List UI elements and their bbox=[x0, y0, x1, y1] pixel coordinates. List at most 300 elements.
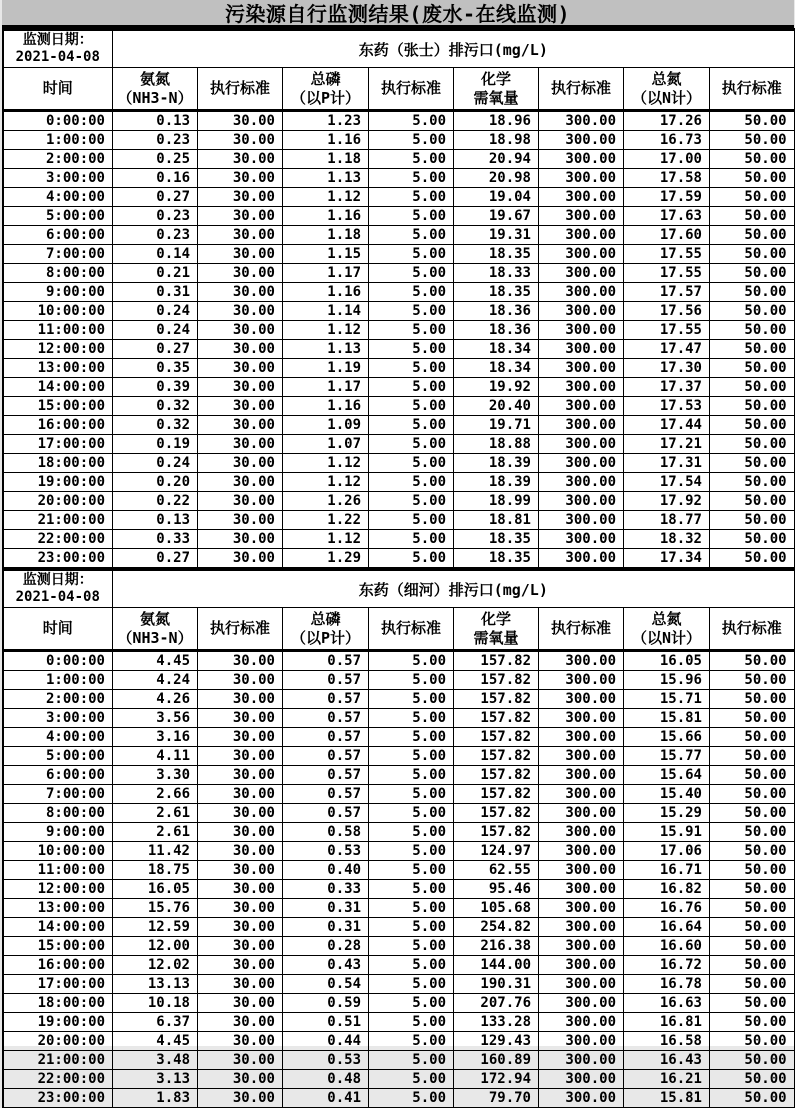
value-cell: 157.82 bbox=[454, 651, 539, 671]
value-cell: 30.00 bbox=[198, 302, 283, 321]
value-cell: 5.00 bbox=[369, 207, 454, 226]
value-cell: 17.06 bbox=[624, 842, 710, 861]
table-row bbox=[3, 651, 795, 671]
value-cell: 16.78 bbox=[624, 975, 710, 994]
value-cell: 30.00 bbox=[198, 340, 283, 359]
value-cell: 30.00 bbox=[198, 188, 283, 207]
value-cell: 50.00 bbox=[710, 226, 795, 245]
value-cell: 50.00 bbox=[710, 549, 795, 568]
value-cell: 0.57 bbox=[283, 804, 369, 823]
time-cell: 23:00:00 bbox=[3, 549, 113, 568]
value-cell: 20.98 bbox=[454, 169, 539, 188]
time-cell: 18:00:00 bbox=[3, 454, 113, 473]
table-row bbox=[3, 728, 795, 747]
value-cell: 0.40 bbox=[283, 861, 369, 880]
value-cell: 18.99 bbox=[454, 492, 539, 511]
time-cell: 16:00:00 bbox=[3, 956, 113, 975]
value-cell: 0.57 bbox=[283, 747, 369, 766]
table-row bbox=[3, 899, 795, 918]
table-row bbox=[3, 302, 795, 321]
table-row bbox=[3, 473, 795, 492]
value-cell: 157.82 bbox=[454, 671, 539, 690]
table-row bbox=[3, 530, 795, 549]
value-cell: 5.00 bbox=[369, 1089, 454, 1108]
time-cell: 3:00:00 bbox=[3, 709, 113, 728]
value-cell: 30.00 bbox=[198, 264, 283, 283]
value-cell: 300.00 bbox=[539, 245, 624, 264]
value-cell: 16.05 bbox=[624, 651, 710, 671]
column-header-row bbox=[3, 68, 795, 111]
value-cell: 5.00 bbox=[369, 454, 454, 473]
value-cell: 300.00 bbox=[539, 264, 624, 283]
value-cell: 30.00 bbox=[198, 454, 283, 473]
value-cell: 0.41 bbox=[283, 1089, 369, 1108]
value-cell: 18.32 bbox=[624, 530, 710, 549]
column-header-cell: 执行标准 bbox=[710, 608, 795, 651]
value-cell: 0.32 bbox=[113, 416, 198, 435]
value-cell: 157.82 bbox=[454, 804, 539, 823]
time-cell: 15:00:00 bbox=[3, 937, 113, 956]
time-cell: 1:00:00 bbox=[3, 131, 113, 150]
value-cell: 30.00 bbox=[198, 785, 283, 804]
time-cell: 14:00:00 bbox=[3, 918, 113, 937]
table-row bbox=[3, 1032, 795, 1051]
value-cell: 0.57 bbox=[283, 671, 369, 690]
value-cell: 17.26 bbox=[624, 111, 710, 131]
value-cell: 30.00 bbox=[198, 511, 283, 530]
value-cell: 300.00 bbox=[539, 302, 624, 321]
value-cell: 300.00 bbox=[539, 283, 624, 302]
table-row bbox=[3, 690, 795, 709]
value-cell: 18.33 bbox=[454, 264, 539, 283]
value-cell: 1.19 bbox=[283, 359, 369, 378]
value-cell: 133.28 bbox=[454, 1013, 539, 1032]
value-cell: 50.00 bbox=[710, 283, 795, 302]
value-cell: 50.00 bbox=[710, 899, 795, 918]
value-cell: 30.00 bbox=[198, 321, 283, 340]
time-cell: 21:00:00 bbox=[3, 511, 113, 530]
value-cell: 0.24 bbox=[113, 302, 198, 321]
value-cell: 16.81 bbox=[624, 1013, 710, 1032]
value-cell: 0.48 bbox=[283, 1070, 369, 1089]
monitoring-table-zhangshi bbox=[2, 28, 795, 568]
value-cell: 50.00 bbox=[710, 1070, 795, 1089]
value-cell: 30.00 bbox=[198, 245, 283, 264]
value-cell: 15.91 bbox=[624, 823, 710, 842]
value-cell: 16.82 bbox=[624, 880, 710, 899]
time-cell: 10:00:00 bbox=[3, 842, 113, 861]
value-cell: 16.43 bbox=[624, 1051, 710, 1070]
value-cell: 300.00 bbox=[539, 188, 624, 207]
value-cell: 50.00 bbox=[710, 1013, 795, 1032]
value-cell: 300.00 bbox=[539, 899, 624, 918]
value-cell: 17.30 bbox=[624, 359, 710, 378]
value-cell: 5.00 bbox=[369, 397, 454, 416]
value-cell: 300.00 bbox=[539, 709, 624, 728]
time-cell: 20:00:00 bbox=[3, 1032, 113, 1051]
value-cell: 300.00 bbox=[539, 975, 624, 994]
value-cell: 50.00 bbox=[710, 359, 795, 378]
value-cell: 5.00 bbox=[369, 651, 454, 671]
value-cell: 5.00 bbox=[369, 899, 454, 918]
value-cell: 157.82 bbox=[454, 747, 539, 766]
value-cell: 16.72 bbox=[624, 956, 710, 975]
value-cell: 1.22 bbox=[283, 511, 369, 530]
table-row bbox=[3, 671, 795, 690]
value-cell: 300.00 bbox=[539, 207, 624, 226]
table-row bbox=[3, 245, 795, 264]
table-row bbox=[3, 785, 795, 804]
value-cell: 0.53 bbox=[283, 1051, 369, 1070]
value-cell: 50.00 bbox=[710, 823, 795, 842]
value-cell: 30.00 bbox=[198, 994, 283, 1013]
value-cell: 5.00 bbox=[369, 549, 454, 568]
table-row bbox=[3, 264, 795, 283]
value-cell: 50.00 bbox=[710, 918, 795, 937]
value-cell: 0.13 bbox=[113, 111, 198, 131]
table-row bbox=[3, 804, 795, 823]
value-cell: 18.39 bbox=[454, 473, 539, 492]
value-cell: 300.00 bbox=[539, 321, 624, 340]
value-cell: 16.76 bbox=[624, 899, 710, 918]
time-cell: 20:00:00 bbox=[3, 492, 113, 511]
value-cell: 50.00 bbox=[710, 804, 795, 823]
table-row bbox=[3, 111, 795, 131]
value-cell: 15.71 bbox=[624, 690, 710, 709]
column-header-cell: 总磷 （以P计） bbox=[283, 608, 369, 651]
value-cell: 144.00 bbox=[454, 956, 539, 975]
value-cell: 0.14 bbox=[113, 245, 198, 264]
value-cell: 30.00 bbox=[198, 709, 283, 728]
monitor-date-label: 监测日期： bbox=[4, 32, 113, 49]
value-cell: 5.00 bbox=[369, 690, 454, 709]
table-row bbox=[3, 283, 795, 302]
value-cell: 5.00 bbox=[369, 994, 454, 1013]
value-cell: 1.12 bbox=[283, 473, 369, 492]
table-row bbox=[3, 956, 795, 975]
table-row bbox=[3, 549, 795, 568]
value-cell: 5.00 bbox=[369, 804, 454, 823]
value-cell: 12.02 bbox=[113, 956, 198, 975]
value-cell: 1.26 bbox=[283, 492, 369, 511]
value-cell: 20.40 bbox=[454, 397, 539, 416]
column-header-cell: 执行标准 bbox=[198, 608, 283, 651]
value-cell: 0.33 bbox=[113, 530, 198, 549]
value-cell: 124.97 bbox=[454, 842, 539, 861]
value-cell: 16.73 bbox=[624, 131, 710, 150]
table-body bbox=[3, 570, 795, 1108]
value-cell: 5.00 bbox=[369, 671, 454, 690]
value-cell: 18.75 bbox=[113, 861, 198, 880]
value-cell: 1.23 bbox=[283, 111, 369, 131]
time-cell: 2:00:00 bbox=[3, 690, 113, 709]
value-cell: 5.00 bbox=[369, 709, 454, 728]
value-cell: 5.00 bbox=[369, 1051, 454, 1070]
value-cell: 17.63 bbox=[624, 207, 710, 226]
value-cell: 17.55 bbox=[624, 264, 710, 283]
value-cell: 5.00 bbox=[369, 766, 454, 785]
value-cell: 5.00 bbox=[369, 245, 454, 264]
time-cell: 0:00:00 bbox=[3, 111, 113, 131]
value-cell: 17.34 bbox=[624, 549, 710, 568]
value-cell: 300.00 bbox=[539, 1032, 624, 1051]
value-cell: 1.18 bbox=[283, 226, 369, 245]
time-cell: 10:00:00 bbox=[3, 302, 113, 321]
value-cell: 30.00 bbox=[198, 397, 283, 416]
date-station-row bbox=[3, 30, 795, 68]
value-cell: 300.00 bbox=[539, 651, 624, 671]
value-cell: 1.16 bbox=[283, 207, 369, 226]
value-cell: 1.17 bbox=[283, 378, 369, 397]
value-cell: 16.71 bbox=[624, 861, 710, 880]
value-cell: 30.00 bbox=[198, 111, 283, 131]
value-cell: 300.00 bbox=[539, 111, 624, 131]
value-cell: 0.54 bbox=[283, 975, 369, 994]
value-cell: 17.53 bbox=[624, 397, 710, 416]
value-cell: 300.00 bbox=[539, 842, 624, 861]
value-cell: 50.00 bbox=[710, 378, 795, 397]
value-cell: 5.00 bbox=[369, 880, 454, 899]
value-cell: 300.00 bbox=[539, 454, 624, 473]
value-cell: 300.00 bbox=[539, 511, 624, 530]
value-cell: 20.94 bbox=[454, 150, 539, 169]
table-row bbox=[3, 747, 795, 766]
time-cell: 12:00:00 bbox=[3, 880, 113, 899]
value-cell: 50.00 bbox=[710, 264, 795, 283]
page-title: 污染源自行监测结果(废水-在线监测) bbox=[225, 0, 570, 27]
value-cell: 50.00 bbox=[710, 530, 795, 549]
value-cell: 4.45 bbox=[113, 651, 198, 671]
time-cell: 22:00:00 bbox=[3, 1070, 113, 1089]
value-cell: 254.82 bbox=[454, 918, 539, 937]
time-cell: 23:00:00 bbox=[3, 1089, 113, 1108]
value-cell: 15.66 bbox=[624, 728, 710, 747]
table-row bbox=[3, 994, 795, 1013]
value-cell: 5.00 bbox=[369, 264, 454, 283]
value-cell: 16.60 bbox=[624, 937, 710, 956]
value-cell: 300.00 bbox=[539, 823, 624, 842]
value-cell: 0.58 bbox=[283, 823, 369, 842]
table-row bbox=[3, 937, 795, 956]
time-cell: 6:00:00 bbox=[3, 766, 113, 785]
value-cell: 300.00 bbox=[539, 473, 624, 492]
value-cell: 17.37 bbox=[624, 378, 710, 397]
value-cell: 0.28 bbox=[283, 937, 369, 956]
value-cell: 30.00 bbox=[198, 918, 283, 937]
value-cell: 0.13 bbox=[113, 511, 198, 530]
value-cell: 17.58 bbox=[624, 169, 710, 188]
time-cell: 7:00:00 bbox=[3, 245, 113, 264]
value-cell: 50.00 bbox=[710, 747, 795, 766]
table-row bbox=[3, 397, 795, 416]
value-cell: 0.31 bbox=[283, 899, 369, 918]
value-cell: 157.82 bbox=[454, 728, 539, 747]
value-cell: 62.55 bbox=[454, 861, 539, 880]
value-cell: 300.00 bbox=[539, 1013, 624, 1032]
time-cell: 0:00:00 bbox=[3, 651, 113, 671]
value-cell: 16.63 bbox=[624, 994, 710, 1013]
value-cell: 300.00 bbox=[539, 766, 624, 785]
value-cell: 5.00 bbox=[369, 492, 454, 511]
time-cell: 8:00:00 bbox=[3, 264, 113, 283]
column-header-row bbox=[3, 608, 795, 651]
value-cell: 300.00 bbox=[539, 1089, 624, 1108]
value-cell: 300.00 bbox=[539, 340, 624, 359]
value-cell: 300.00 bbox=[539, 359, 624, 378]
value-cell: 50.00 bbox=[710, 1051, 795, 1070]
value-cell: 17.56 bbox=[624, 302, 710, 321]
value-cell: 16.64 bbox=[624, 918, 710, 937]
value-cell: 300.00 bbox=[539, 747, 624, 766]
value-cell: 300.00 bbox=[539, 861, 624, 880]
value-cell: 300.00 bbox=[539, 956, 624, 975]
value-cell: 1.12 bbox=[283, 530, 369, 549]
value-cell: 0.22 bbox=[113, 492, 198, 511]
table-row bbox=[3, 1013, 795, 1032]
value-cell: 30.00 bbox=[198, 861, 283, 880]
value-cell: 105.68 bbox=[454, 899, 539, 918]
table-row bbox=[3, 454, 795, 473]
value-cell: 300.00 bbox=[539, 435, 624, 454]
value-cell: 5.00 bbox=[369, 473, 454, 492]
value-cell: 1.29 bbox=[283, 549, 369, 568]
value-cell: 50.00 bbox=[710, 454, 795, 473]
value-cell: 19.04 bbox=[454, 188, 539, 207]
value-cell: 50.00 bbox=[710, 690, 795, 709]
monitor-date-label: 监测日期： bbox=[4, 572, 113, 589]
value-cell: 50.00 bbox=[710, 511, 795, 530]
time-cell: 1:00:00 bbox=[3, 671, 113, 690]
value-cell: 15.77 bbox=[624, 747, 710, 766]
value-cell: 5.00 bbox=[369, 1013, 454, 1032]
value-cell: 2.66 bbox=[113, 785, 198, 804]
value-cell: 0.24 bbox=[113, 454, 198, 473]
value-cell: 0.24 bbox=[113, 321, 198, 340]
value-cell: 300.00 bbox=[539, 131, 624, 150]
value-cell: 50.00 bbox=[710, 188, 795, 207]
value-cell: 15.76 bbox=[113, 899, 198, 918]
value-cell: 1.12 bbox=[283, 188, 369, 207]
value-cell: 1.83 bbox=[113, 1089, 198, 1108]
value-cell: 50.00 bbox=[710, 937, 795, 956]
value-cell: 0.23 bbox=[113, 207, 198, 226]
value-cell: 30.00 bbox=[198, 747, 283, 766]
value-cell: 4.45 bbox=[113, 1032, 198, 1051]
value-cell: 30.00 bbox=[198, 1013, 283, 1032]
value-cell: 5.00 bbox=[369, 435, 454, 454]
table-row bbox=[3, 169, 795, 188]
value-cell: 18.35 bbox=[454, 549, 539, 568]
value-cell: 13.13 bbox=[113, 975, 198, 994]
value-cell: 30.00 bbox=[198, 728, 283, 747]
value-cell: 5.00 bbox=[369, 111, 454, 131]
value-cell: 0.59 bbox=[283, 994, 369, 1013]
table-row bbox=[3, 918, 795, 937]
value-cell: 18.98 bbox=[454, 131, 539, 150]
value-cell: 30.00 bbox=[198, 823, 283, 842]
table-row bbox=[3, 766, 795, 785]
value-cell: 0.57 bbox=[283, 709, 369, 728]
value-cell: 4.24 bbox=[113, 671, 198, 690]
value-cell: 17.59 bbox=[624, 188, 710, 207]
value-cell: 300.00 bbox=[539, 416, 624, 435]
time-cell: 13:00:00 bbox=[3, 899, 113, 918]
value-cell: 5.00 bbox=[369, 150, 454, 169]
value-cell: 30.00 bbox=[198, 766, 283, 785]
value-cell: 5.00 bbox=[369, 747, 454, 766]
value-cell: 50.00 bbox=[710, 1032, 795, 1051]
value-cell: 30.00 bbox=[198, 804, 283, 823]
value-cell: 1.18 bbox=[283, 150, 369, 169]
value-cell: 0.21 bbox=[113, 264, 198, 283]
value-cell: 0.32 bbox=[113, 397, 198, 416]
time-cell: 6:00:00 bbox=[3, 226, 113, 245]
value-cell: 50.00 bbox=[710, 994, 795, 1013]
value-cell: 30.00 bbox=[198, 359, 283, 378]
time-cell: 19:00:00 bbox=[3, 473, 113, 492]
value-cell: 16.21 bbox=[624, 1070, 710, 1089]
value-cell: 1.07 bbox=[283, 435, 369, 454]
value-cell: 15.81 bbox=[624, 1089, 710, 1108]
table-row bbox=[3, 340, 795, 359]
value-cell: 17.47 bbox=[624, 340, 710, 359]
time-cell: 2:00:00 bbox=[3, 150, 113, 169]
time-cell: 14:00:00 bbox=[3, 378, 113, 397]
time-cell: 13:00:00 bbox=[3, 359, 113, 378]
table-row bbox=[3, 207, 795, 226]
value-cell: 300.00 bbox=[539, 880, 624, 899]
value-cell: 79.70 bbox=[454, 1089, 539, 1108]
value-cell: 30.00 bbox=[198, 880, 283, 899]
column-header-cell: 总氮 （以N计） bbox=[624, 68, 710, 111]
value-cell: 18.35 bbox=[454, 530, 539, 549]
value-cell: 17.44 bbox=[624, 416, 710, 435]
value-cell: 16.58 bbox=[624, 1032, 710, 1051]
value-cell: 30.00 bbox=[198, 530, 283, 549]
table-row bbox=[3, 435, 795, 454]
value-cell: 50.00 bbox=[710, 880, 795, 899]
table-row bbox=[3, 188, 795, 207]
value-cell: 50.00 bbox=[710, 956, 795, 975]
monitoring-table-xihe bbox=[2, 568, 795, 1108]
value-cell: 18.88 bbox=[454, 435, 539, 454]
value-cell: 50.00 bbox=[710, 785, 795, 804]
value-cell: 4.11 bbox=[113, 747, 198, 766]
monitor-date-value: 2021-04-08 bbox=[4, 589, 113, 606]
value-cell: 30.00 bbox=[198, 690, 283, 709]
value-cell: 30.00 bbox=[198, 937, 283, 956]
value-cell: 30.00 bbox=[198, 435, 283, 454]
value-cell: 5.00 bbox=[369, 302, 454, 321]
monitor-date-value: 2021-04-08 bbox=[4, 49, 113, 66]
table-row bbox=[3, 975, 795, 994]
value-cell: 15.40 bbox=[624, 785, 710, 804]
time-cell: 22:00:00 bbox=[3, 530, 113, 549]
value-cell: 50.00 bbox=[710, 651, 795, 671]
time-cell: 15:00:00 bbox=[3, 397, 113, 416]
value-cell: 1.16 bbox=[283, 131, 369, 150]
table-row bbox=[3, 1051, 795, 1070]
time-cell: 4:00:00 bbox=[3, 188, 113, 207]
time-cell: 7:00:00 bbox=[3, 785, 113, 804]
value-cell: 18.34 bbox=[454, 340, 539, 359]
value-cell: 30.00 bbox=[198, 671, 283, 690]
value-cell: 300.00 bbox=[539, 804, 624, 823]
value-cell: 18.35 bbox=[454, 283, 539, 302]
value-cell: 5.00 bbox=[369, 728, 454, 747]
value-cell: 0.57 bbox=[283, 766, 369, 785]
value-cell: 50.00 bbox=[710, 842, 795, 861]
